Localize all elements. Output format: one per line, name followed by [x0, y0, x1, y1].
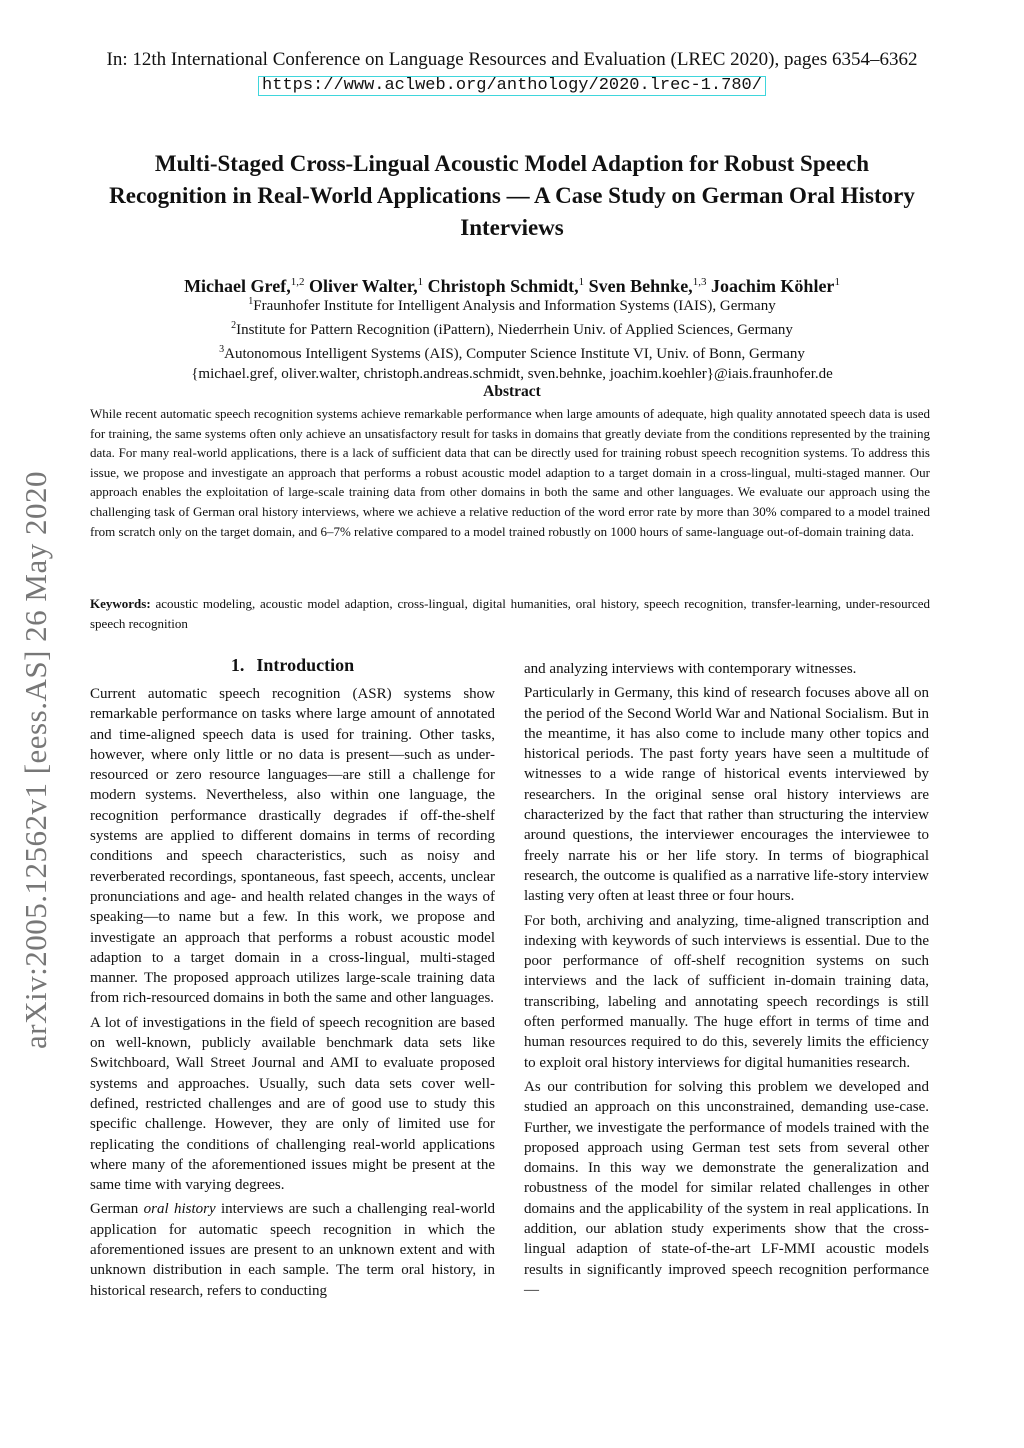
- affiliation: $^1$Fraunhofer Institute for Intelligent Analysis and Information Systems (IAIS), Germany: [248, 296, 776, 314]
- right-column: [524, 659, 929, 1304]
- section-number: 1.: [230, 655, 245, 675]
- paragraph: German oral history interviews are such a challenging real-world application for automatic speech recognition in which the aforementioned issues are present to an unknown extent and with unknown distribution in each sample. The term oral history, in historical research, refers to conducting: [90, 1201, 495, 1299]
- arxiv-identifier: arXiv:2005.12562v1 [eess.AS] 26 May 2020: [18, 471, 53, 1049]
- author: Sven Behnke,$^{1,3}$: [588, 276, 707, 296]
- author: Oliver Walter,$^1$: [308, 276, 424, 296]
- paragraph: Current automatic speech recognition (ASR) systems show remarkable performance on tasks where large amount of annotated and time-aligned speech data is used for training. Other tasks, however, where only little or no data is present—such as under-resourced or zero resource languages—are still a challenge for modern systems. Nevertheless, also within one language, the recognition performance drastically degrades if off-the-shelf systems are applied to different domains in terms of recording conditions and speech characteristics, such as noisy and reverberated recordings, spontaneous, fast speech, accents, unclear pronunciations and age- and health related changes in the ways of speaking—to name but a few. In this work, we propose and investigate an approach that performs a robust acoustic model adaption to a target domain in a cross-lingual, multi-staged manner. The proposed approach utilizes large-scale training data from rich-resourced domains in both the same and other languages.: [90, 686, 495, 1007]
- abstract-text: While recent automatic speech recognition systems achieve remarkable performance when large amounts of adequate, high quality annotated speech data is used for training, the same systems often only achieve an unsatisfactory result for tasks in domains that greatly deviate from the conditions represented by the training data. For many real-world applications, there is a lack of sufficient data that can be directly used for training robust speech recognition systems. To address this issue, we propose and investigate an approach that performs a robust acoustic model adaption to a target domain in a cross-lingual, multi-staged manner. Our approach enables the exploitation of large-scale training data from other domains in both the same and other languages. We evaluate our approach using the challenging task of German oral history interviews, where we achieve a relative reduction of the word error rate by more than 30% compared to a model trained from scratch only on the target domain, and 6–7% relative compared to a model trained robustly on 1000 hours of same-language out-of-domain training data.: [90, 406, 930, 539]
- venue-line: In: 12th International Conference on Language Resources and Evaluation (LREC 2020), pages 6354–6362: [106, 49, 918, 70]
- author-emails: {michael.gref, oliver.walter, christoph.andreas.schmidt, sven.behnke, joachim.koehler}@iais.fraunhofer.de: [191, 366, 833, 382]
- paragraph: A lot of investigations in the field of speech recognition are based on well-known, publicly available benchmark data sets like Switchboard, Wall Street Journal and AMI to evaluate proposed systems and approaches. Usually, such data sets cover well-defined, restricted challenges and are of good use to study this specific challenge. However, they are only of limited use for replicating the conditions of challenging real-world applications where many of the aforementioned issues might be present at the same time with varying degrees.: [90, 1014, 495, 1194]
- keywords: [90, 594, 930, 633]
- affiliation: $^2$Institute for Pattern Recognition (iPattern), Niederrhein Univ. of Applied Sciences, Germany: [231, 320, 793, 338]
- author: Christoph Schmidt,$^1$: [427, 276, 585, 296]
- section-heading-introduction: [90, 655, 495, 676]
- anthology-link[interactable]: https://www.aclweb.org/anthology/2020.lrec-1.780/: [258, 76, 766, 96]
- paragraph: For both, archiving and analyzing, time-aligned transcription and indexing with keywords of such interviews is essential. Due to the poor performance of off-shelf recognition systems on such interviews and the lack of sufficient in-domain training data, transcribing, labeling and annotating speech recordings is still often performed manually. The huge effort in terms of time and human resources required to do this, severely limits the efficiency to exploit oral history interviews for digital humanities research.: [524, 912, 929, 1071]
- author: Michael Gref,$^{1,2}$: [184, 276, 305, 296]
- left-column: [90, 684, 495, 1305]
- paragraph: As our contribution for solving this problem we developed and studied an approach on this unconstrained, demanding use-case. Further, we investigate the performance of models trained with the proposed approach using German test sets from several other domains. In this way we demonstrate the generalization and robustness of the model for similar related challenges in other domains and the applicability of the system in real applications. In addition, our ablation study experiments show that the cross-lingual adaption of state-of-the-art LF-MMI acoustic models results in significantly improved speech recognition performance—: [524, 1078, 929, 1298]
- section-title: Introduction: [256, 655, 355, 675]
- keywords-label: Keywords:: [90, 596, 151, 611]
- publication-header: [40, 48, 984, 96]
- affiliation: $^3$Autonomous Intelligent Systems (AIS), Computer Science Institute VI, Univ. of Bonn, Germany: [219, 344, 805, 362]
- arxiv-sidebar: [14, 430, 58, 1090]
- keywords-text: acoustic modeling, acoustic model adaption, cross-lingual, digital humanities, oral history, speech recognition, transfer-learning, under-resourced speech recognition: [90, 596, 931, 631]
- paragraph: Particularly in Germany, this kind of research focuses above all on the period of the Second World War and National Socialism. But in the meantime, it has also come to include many other topics and historical periods. The past forty years have seen a multitude of witnesses to a wide range of historical events interviewed by researchers. In the original sense oral history interviews are characterized by the fact that rather than structuring the interview around questions, the interviewer encourages the interviewee to freely narrate his or her life story. In terms of biographical research, the outcome is qualified as a narrative life-story interview lasting very often at least three or four hours.: [524, 685, 929, 905]
- paper-title: Multi-Staged Cross-Lingual Acoustic Model Adaption for Robust Speech Recognition in Real-World Applications — A Case Study on German Oral History Interviews: [109, 151, 915, 240]
- author: Joachim Köhler$^1$: [710, 276, 840, 296]
- abstract-heading: Abstract: [483, 383, 541, 400]
- paragraph: and analyzing interviews with contemporary witnesses.: [524, 661, 857, 677]
- affiliations: [80, 292, 944, 384]
